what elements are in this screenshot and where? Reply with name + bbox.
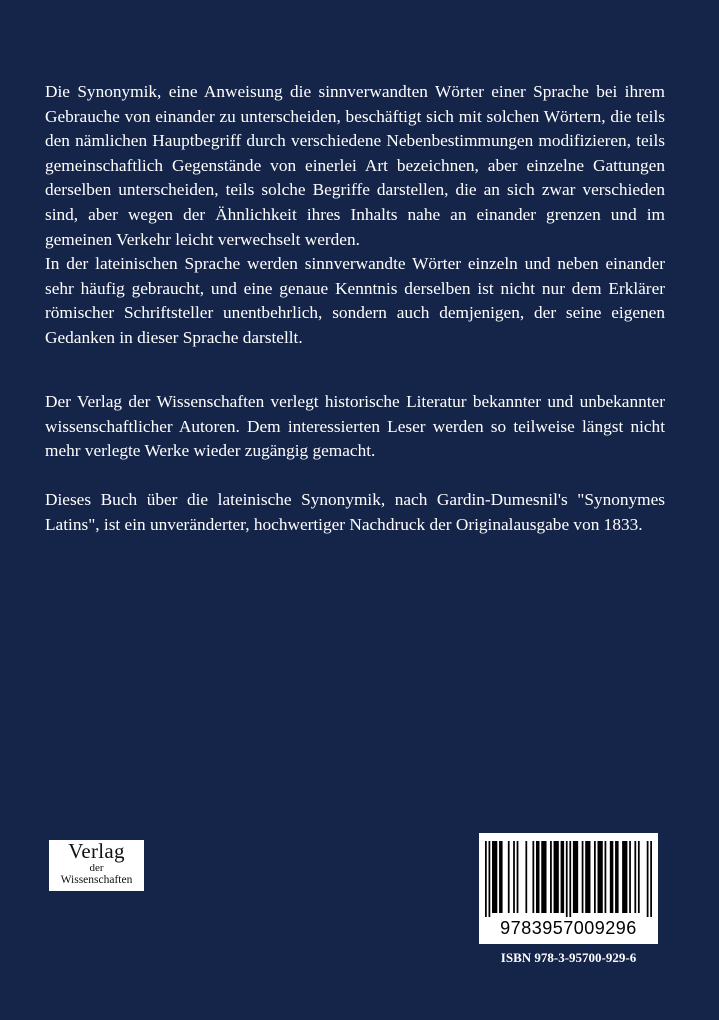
barcode-bar [610, 841, 614, 913]
barcode-number: 9783957009296 [500, 918, 637, 938]
publisher-note: Der Verlag der Wissenschaften verlegt historische Literatur bekannter und unbekannter wissenschaftlicher Autoren. Dem interessierten Leser werden so teilweise längst nicht mehr verlegte Werke wieder zugängig gemacht. [45, 392, 665, 461]
barcode-bars [485, 841, 652, 917]
publisher-logo [49, 840, 144, 891]
barcode-bar [598, 841, 603, 913]
barcode-bar [582, 841, 584, 913]
barcode-bar [492, 841, 497, 913]
barcode-bar [647, 841, 649, 917]
barcode-bar [650, 841, 652, 917]
isbn-label: ISBN 978-3-95700-929-6 [500, 950, 637, 965]
barcode-bar [569, 841, 571, 917]
logo-line-verlag: Verlag [68, 839, 125, 863]
barcode-bar [513, 841, 515, 913]
barcode [479, 833, 658, 944]
barcode-bar [605, 841, 607, 913]
barcode-bar [532, 841, 534, 913]
barcode-bar [499, 841, 503, 913]
barcode-bar [638, 841, 640, 913]
publisher-note-block [45, 390, 665, 464]
barcode-bar [573, 841, 578, 913]
description-block [45, 80, 665, 351]
barcode-bar [622, 841, 627, 913]
description-paragraph-2: In der lateinischen Sprache werden sinnverwandte Wörter einzeln und neben einander sehr häufig gebraucht, und eine genaue Kenntnis derselben ist nicht nur dem Erklärer römischer Schriftsteller unentbehrlich, sondern auch demjenigen, der seine eigenen Gedanken in dieser Sprache darstellt. [45, 254, 665, 347]
barcode-bar [594, 841, 596, 913]
barcode-bar [525, 841, 527, 913]
barcode-bar [508, 841, 510, 913]
logo-line-wissenschaften: Wissenschaften [60, 874, 133, 886]
logo-line-der: der [89, 862, 104, 874]
barcode-bar [615, 841, 619, 913]
barcode-bar [517, 841, 519, 913]
barcode-bar [634, 841, 636, 913]
barcode-bar [561, 841, 565, 913]
book-note: Dieses Buch über die lateinische Synonymik, nach Gardin-Dumesnil's "Synonymes Latins", ist ein unveränderter, hochwertiger Nachdruck der Originalausgabe von 1833. [45, 490, 665, 534]
barcode-bar [550, 841, 552, 913]
barcode-bar [536, 841, 540, 913]
barcode-bar [585, 841, 590, 913]
description-paragraph-1: Die Synonymik, eine Anweisung die sinnverwandten Wörter einer Sprache bei ihrem Gebrauche von einander zu unterscheiden, beschäftigt sich mit solchen Wörtern, die teils den nämlichen Hauptbegriff durch verschiedene Nebenbestimmungen modifizieren, teils gemeinschaftlich Gegenstände von einerlei Art bezeichnen, aber einzelne Gattungen derselben unterscheiden, teils solche Begriffe darstellen, die an sich zwar verschieden sind, aber wegen der Ähnlichkeit ihres Inhalts nahe an einander grenzen und im gemeinen Verkehr leicht verwechselt werden. [45, 82, 665, 249]
barcode-bar [489, 841, 491, 917]
barcode-bar [485, 841, 487, 917]
barcode-bar [566, 841, 568, 917]
barcode-bar [541, 841, 546, 913]
barcode-bar [554, 841, 559, 913]
barcode-bar [629, 841, 631, 913]
book-note-block [45, 488, 665, 537]
